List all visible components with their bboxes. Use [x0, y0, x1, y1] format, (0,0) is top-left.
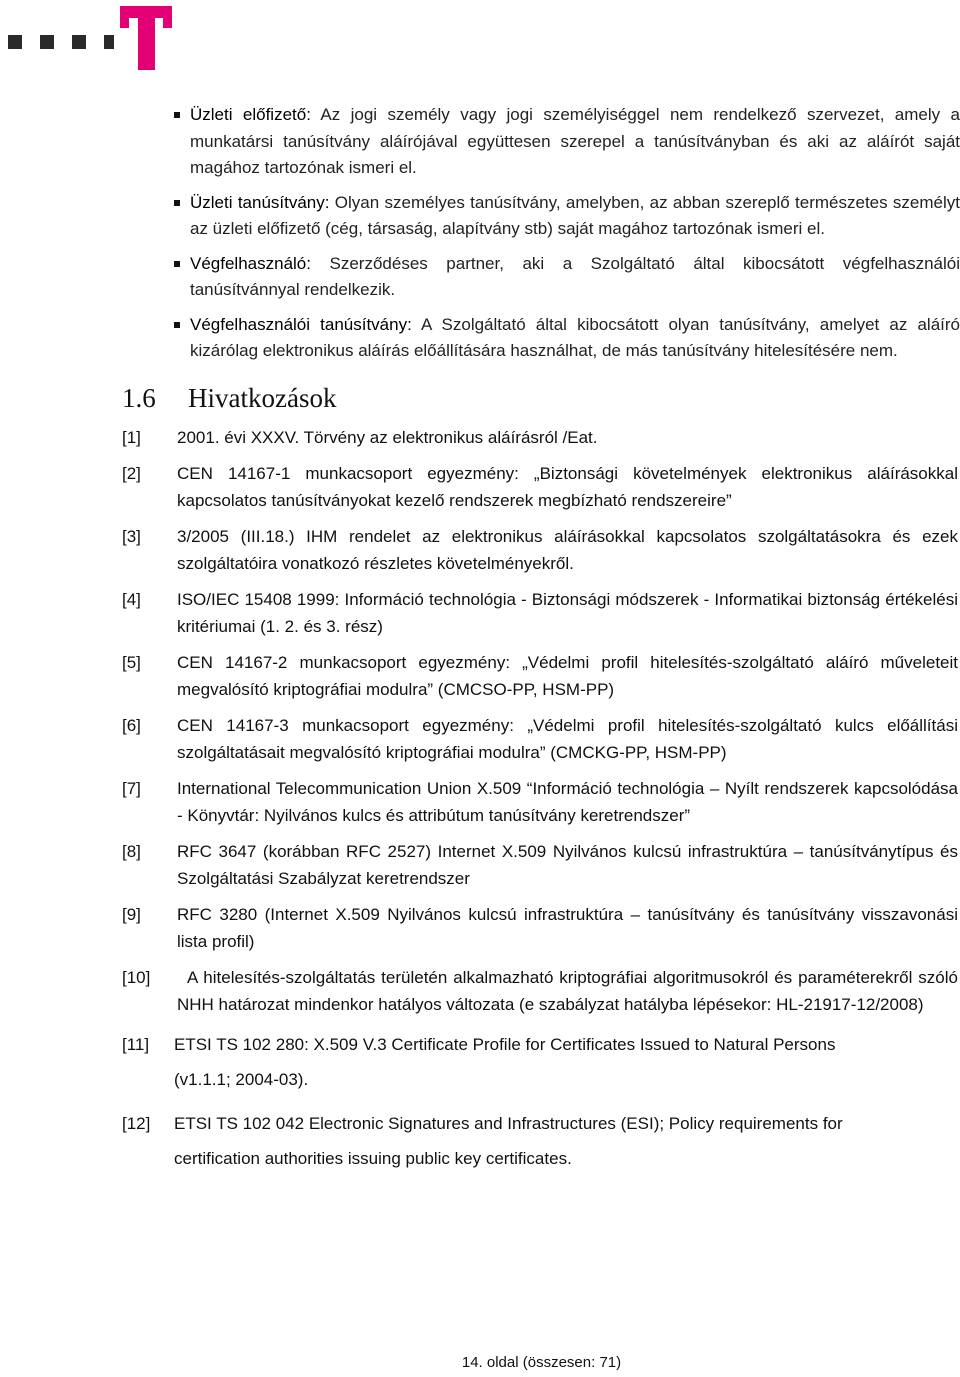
reference-number: [8]	[122, 842, 141, 861]
logo-dot-icon	[72, 35, 86, 49]
reference-text: CEN 14167-2 munkacsoport egyezmény: „Védelmi profil hitelesítés-szolgáltató aláíró műveleteit megvalósító kriptográfiai modulra” (CMCSO-PP, HSM-PP)	[177, 653, 958, 699]
reference-text: CEN 14167-1 munkacsoport egyezmény: „Biztonsági követelmények elektronikus aláírásokkal kapcsolatos tanúsítványokat kezelő rendszerek megbízható rendszereire”	[177, 464, 958, 510]
reference-number: [12]	[122, 1114, 151, 1133]
references-list	[122, 424, 958, 1185]
reference-number: [6]	[122, 716, 141, 735]
definition-term: Üzleti tanúsítvány:	[190, 192, 330, 212]
reference-number: [5]	[122, 653, 141, 672]
section-heading	[122, 383, 336, 414]
telekom-logo	[0, 0, 190, 80]
page-number: 14. oldal	[461, 1354, 519, 1371]
section-number: 1.6	[122, 383, 156, 413]
logo-dot-icon	[40, 35, 54, 49]
reference-text: ETSI TS 102 042 Electronic Signatures and Infrastructures (ESI); Policy requirements for certification authorities issuing public key certificates.	[174, 1114, 843, 1168]
definition-item	[174, 312, 960, 365]
reference-number: [4]	[122, 590, 141, 609]
bullet-icon	[174, 112, 180, 118]
definition-text: Olyan személyes tanúsítvány, amelyben, az abban szereplő természetes személyt az üzleti előfizető (cég, társaság, alapítvány stb) saját magához tartozónak ismeri el.	[190, 192, 960, 238]
bullet-icon	[174, 200, 180, 206]
reference-item	[122, 460, 958, 514]
definition-item	[174, 102, 960, 182]
reference-number: [10]	[122, 968, 151, 987]
reference-number: [7]	[122, 779, 141, 798]
t-logo-icon	[163, 6, 172, 28]
reference-text: 2001. évi XXXV. Törvény az elektronikus aláírásról /Eat.	[177, 428, 598, 447]
reference-text: RFC 3647 (korábban RFC 2527) Internet X.509 Nyilvános kulcsú infrastruktúra – tanúsítványtípus és Szolgáltatási Szabályzat keretrendszer	[177, 842, 958, 888]
reference-text: RFC 3280 (Internet X.509 Nyilvános kulcsú infrastruktúra – tanúsítvány és tanúsítvány visszavonási lista profil)	[177, 905, 958, 951]
reference-item	[122, 1027, 958, 1097]
logo-dot-icon	[8, 35, 22, 49]
reference-item	[122, 712, 958, 766]
reference-text: CEN 14167-3 munkacsoport egyezmény: „Védelmi profil hitelesítés-szolgáltató kulcs előállítási szolgáltatásait megvalósító kriptográfiai modulra” (CMCKG-PP, HSM-PP)	[177, 716, 958, 762]
t-logo-icon	[138, 6, 155, 70]
definition-item	[174, 251, 960, 304]
definition-term: Végfelhasználó:	[190, 253, 311, 273]
bullet-icon	[174, 322, 180, 328]
bullet-icon	[174, 261, 180, 267]
reference-item	[122, 649, 958, 703]
definitions-list	[174, 102, 960, 373]
reference-item	[122, 775, 958, 829]
definition-text: Az jogi személy vagy jogi személyiséggel nem rendelkező szervezet, amely a munkatársi tanúsítvány aláírójával együttesen szerepel a tanúsítványban és aki az aláírót saját magához tartozónak ismeri el.	[190, 105, 960, 177]
section-title: Hivatkozások	[188, 383, 337, 413]
reference-number: [11]	[122, 1035, 150, 1054]
reference-number: [3]	[122, 527, 141, 546]
definition-term: Végfelhasználói tanúsítvány:	[190, 314, 412, 334]
reference-text: ISO/IEC 15408 1999: Információ technológia - Biztonsági módszerek - Informatikai biztonság értékelési kritériumai (1. 2. és 3. rész)	[177, 590, 958, 636]
reference-item	[122, 586, 958, 640]
reference-text: A hitelesítés-szolgáltatás területén alkalmazható kriptográfiai algoritmusokról és paraméterekről szóló NHH határozat mindenkor hatályos változata (e szabályzat hatályba lépésekor: HL-21917-12/2008)	[177, 968, 958, 1014]
reference-number: [9]	[122, 905, 141, 924]
reference-item	[122, 1106, 958, 1176]
page-footer	[0, 1354, 960, 1371]
reference-text: ETSI TS 102 280: X.509 V.3 Certificate Profile for Certificates Issued to Natural Persons (v1.1.1; 2004-03).	[174, 1035, 836, 1089]
reference-item	[122, 901, 958, 955]
definition-term: Üzleti előfizető:	[190, 105, 311, 124]
reference-text: 3/2005 (III.18.) IHM rendelet az elektronikus aláírásokkal kapcsolatos szolgáltatásokra és ezek szolgáltatóira vonatkozó részletes követelményekről.	[177, 527, 958, 573]
t-logo-icon	[120, 6, 129, 28]
definition-text: A Szolgáltató által kibocsátott olyan tanúsítvány, amelyet az aláíró kizárólag elektronikus aláírás előállítására használhat, de más tanúsítvány hitelesítésére nem.	[190, 314, 960, 360]
page-total: (összesen: 71)	[518, 1354, 622, 1371]
definition-text: Szerződéses partner, aki a Szolgáltató által kibocsátott végfelhasználói tanúsítvánnyal rendelkezik.	[190, 253, 960, 299]
reference-item	[122, 424, 958, 451]
definition-item	[174, 190, 960, 243]
reference-item	[122, 838, 958, 892]
reference-number: [2]	[122, 464, 141, 483]
logo-dot-icon	[104, 35, 114, 49]
reference-text: International Telecommunication Union X.509 “Információ technológia – Nyílt rendszerek kapcsolódása - Könyvtár: Nyilvános kulcs és attribútum tanúsítvány keretrendszer”	[177, 779, 958, 825]
reference-item	[122, 964, 958, 1018]
reference-item	[122, 523, 958, 577]
reference-number: [1]	[122, 428, 141, 447]
